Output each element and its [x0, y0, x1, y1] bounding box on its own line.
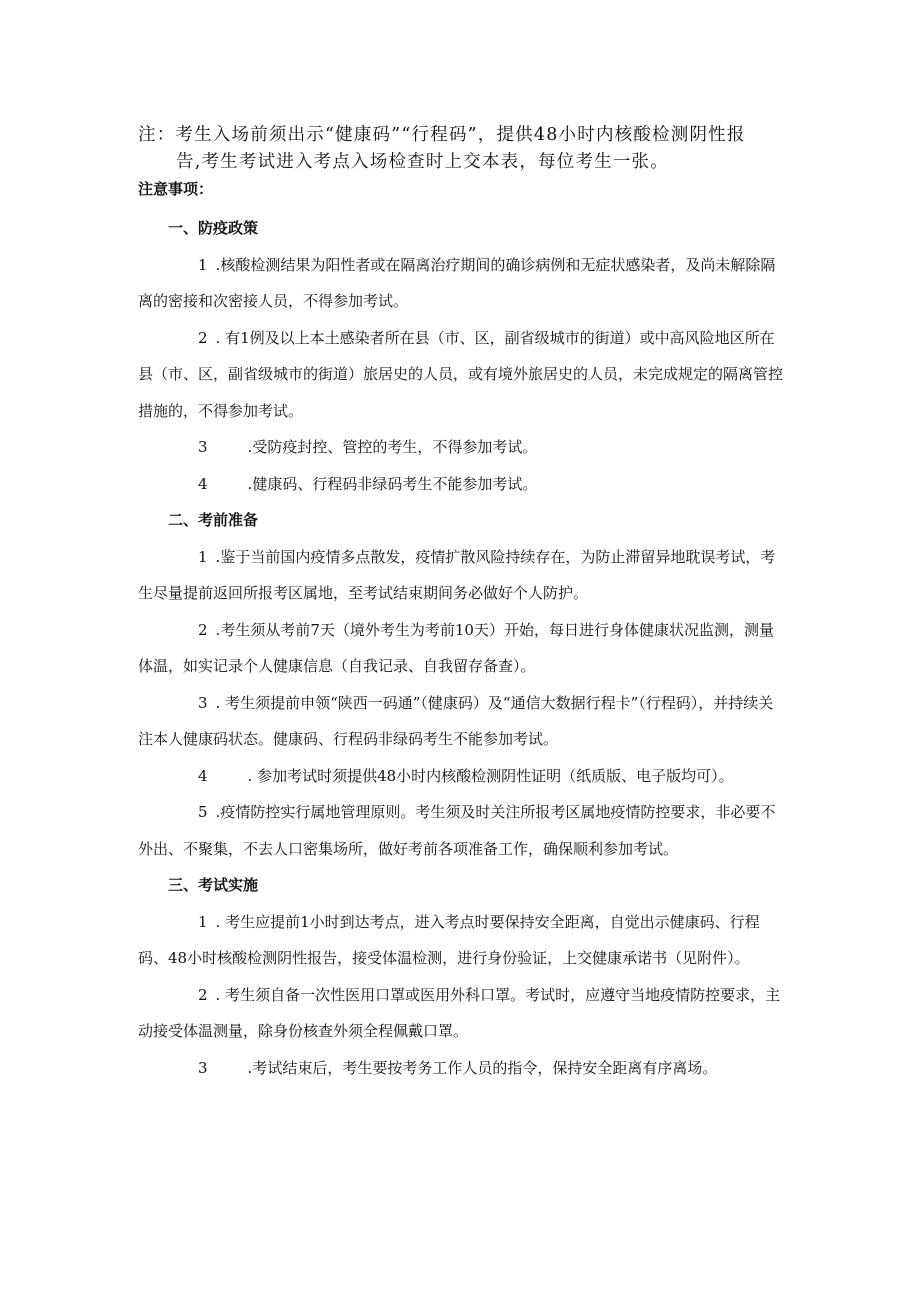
- note-line-2: 告,考生考试进入考点入场检查时上交本表，每位考生一张。: [176, 152, 669, 172]
- note-line-1: 注：考生入场前须出示“健康码”“行程码”，提供48小时内核酸检测阴性报: [138, 125, 746, 145]
- list-item: [138, 247, 788, 320]
- item-number: 3: [198, 693, 208, 712]
- list-item: [138, 977, 788, 1050]
- item-text: .考生须从考前7天（境外考生为考前10天）开始，每日进行身体健康状况监测，测量体温，如实记录个人健康信息（自我记录、自我留存备查）。: [138, 620, 774, 675]
- section-heading-pre-exam-preparation: 二、考前准备: [168, 511, 259, 529]
- list-item: [138, 904, 788, 977]
- item-number: 2: [198, 328, 208, 347]
- item-text: . 考生须自备一次性医用口罩或医用外科口罩。考试时，应遵守当地疫情防控要求，主动接受体温测量，除身份核查外须全程佩戴口罩。: [138, 985, 781, 1040]
- item-text: .考试结束后，考生要按考务工作人员的指令，保持安全距离有序离场。: [247, 1058, 718, 1077]
- list-item: [138, 758, 788, 795]
- list-item: [138, 429, 788, 466]
- exam-note: [138, 122, 798, 176]
- item-text: . 有1例及以上本土感染者所在县（市、区，副省级城市的街道）或中高风险地区所在县（市、区，副省级城市的街道）旅居史的人员，或有境外旅居史的人员，未完成规定的隔离管控措施的，不得参加考试。: [138, 328, 784, 420]
- list-item: [138, 539, 788, 612]
- list-item: [138, 1050, 788, 1087]
- item-number: 3: [198, 438, 208, 456]
- list-item: [138, 466, 788, 503]
- notice-label: 注意事项：: [138, 180, 214, 198]
- item-number: 4: [198, 474, 208, 493]
- section-heading-exam-implementation: 三、考试实施: [168, 876, 259, 894]
- item-text: . 考生应提前1小时到达考点，进入考点时要保持安全距离，自觉出示健康码、行程码、48小时核酸检测阴性报告，接受体温检测，进行身份验证，上交健康承诺书（见附件）。: [138, 912, 760, 967]
- item-number: 1: [198, 255, 208, 274]
- item-text: . 考生须提前申领“陕西一码通”（健康码）及“通信大数据行程卡”（行程码），并持续关注本人健康码状态。健康码、行程码非绿码考生不能参加考试。: [138, 693, 774, 748]
- item-text: .鉴于当前国内疫情多点散发，疫情扩散风险持续存在，为防止滞留异地耽误考试，考生尽量提前返回所报考区属地，至考试结束期间务必做好个人防护。: [138, 547, 776, 602]
- item-number: 2: [198, 620, 208, 639]
- item-number: 4: [198, 766, 208, 785]
- list-item: [138, 320, 788, 430]
- item-text: .疫情防控实行属地管理原则。考生须及时关注所报考区属地疫情防控要求，非必要不外出、不聚集，不去人口密集场所，做好考前各项准备工作，确保顺利参加考试。: [138, 803, 776, 858]
- item-number: 1: [198, 547, 208, 566]
- section-heading-epidemic-policy: 一、防疫政策: [168, 219, 259, 237]
- notice-body: [138, 210, 788, 1086]
- item-number: 3: [198, 1058, 208, 1077]
- item-number: 1: [198, 912, 208, 931]
- item-number: 2: [198, 985, 208, 1004]
- item-text: .核酸检测结果为阳性者或在隔离治疗期间的确诊病例和无症状感染者，及尚未解除隔离的密接和次密接人员，不得参加考试。: [138, 255, 776, 310]
- list-item: [138, 794, 788, 867]
- item-text: .健康码、行程码非绿码考生不能参加考试。: [247, 474, 538, 493]
- list-item: [138, 612, 788, 685]
- item-text: .受防疫封控、管控的考生，不得参加考试。: [247, 438, 538, 456]
- item-text: . 参加考试时须提供48小时内核酸检测阴性证明（纸质版、电子版均可）。: [247, 766, 734, 785]
- list-item: [138, 685, 788, 758]
- item-number: 5: [198, 803, 208, 821]
